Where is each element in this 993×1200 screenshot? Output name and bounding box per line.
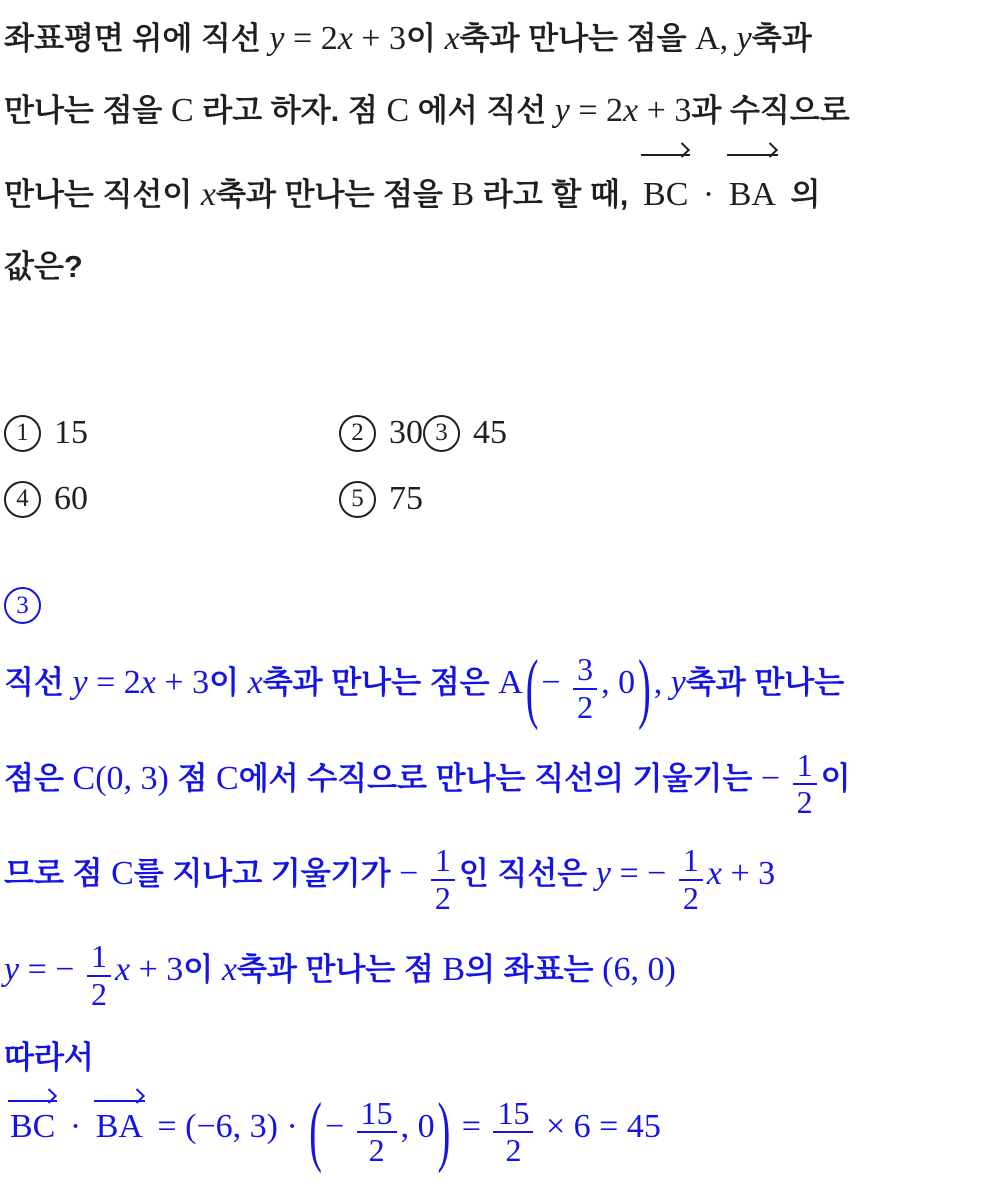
math-text: x + 3	[706, 855, 776, 893]
choice-marker: 3	[423, 415, 460, 452]
math-text: C	[216, 759, 239, 797]
korean-text: 좌표평면 위에 직선	[4, 21, 270, 56]
fraction: $\frac{1}{2}$	[431, 843, 455, 917]
choices-left-column	[4, 480, 339, 518]
choice-marker: 2	[339, 415, 376, 452]
korean-text: 에서 직선	[409, 93, 555, 128]
math-text: ·	[69, 1107, 82, 1145]
korean-text: 축과 만나는	[685, 665, 845, 701]
math-text: C(0, 3)	[72, 759, 169, 797]
problem-line	[4, 150, 991, 234]
choices-row	[4, 400, 991, 466]
korean-text: 축과 만나는 점은	[262, 665, 499, 701]
math-text: y = 2x + 3	[72, 664, 210, 702]
korean-text: 축과 만나는 점을	[459, 21, 696, 56]
choice-75	[339, 480, 423, 518]
korean-text: 점은	[4, 760, 73, 796]
big-paren: (	[525, 645, 539, 732]
solution-line	[4, 1024, 991, 1085]
math-text: x	[200, 176, 216, 213]
choices-left-column	[4, 414, 339, 452]
math-text: −	[399, 855, 419, 893]
math-text: x	[221, 951, 237, 989]
solution-line	[4, 641, 991, 737]
korean-text: 므로 점	[4, 856, 112, 892]
korean-text: 를 지나고 기울기가	[133, 856, 400, 892]
math-text: y = 2x + 3	[554, 92, 692, 129]
korean-text: 만나는 직선이	[4, 177, 201, 212]
answer-choices	[4, 400, 991, 532]
choice-marker: 5	[339, 481, 376, 518]
math-text: (6, 0)	[602, 951, 676, 989]
big-paren: )	[638, 645, 651, 732]
math-text: x	[444, 20, 460, 57]
correct-answer-marker: 3	[4, 587, 41, 624]
math-text: , y	[653, 664, 686, 702]
math-text: −	[324, 1107, 345, 1145]
math-text: y = 2x + 3	[269, 20, 406, 57]
korean-text: 의	[781, 177, 821, 212]
math-text: A	[498, 664, 523, 702]
math-text: × 6 = 45	[545, 1107, 661, 1145]
korean-text: 직선	[4, 665, 73, 701]
solution-explanation	[4, 641, 991, 1180]
choice-value: 45	[473, 414, 507, 451]
korean-text: 따라서	[4, 1039, 94, 1075]
math-text: , 0	[601, 664, 636, 702]
korean-text: 이	[405, 21, 445, 56]
korean-text: 과 수직으로	[691, 93, 850, 128]
math-text: A, y	[695, 20, 752, 57]
problem-statement	[4, 6, 991, 306]
math-text: x + 3	[114, 951, 184, 989]
math-text: = (−6, 3) ·	[157, 1107, 298, 1145]
korean-text: 축과 만나는 점을	[216, 177, 452, 212]
math-text: =	[461, 1107, 481, 1145]
korean-text: 이	[209, 665, 248, 701]
problem-line	[4, 6, 991, 78]
choice-45	[423, 414, 507, 452]
korean-text: 이	[820, 760, 851, 796]
solution-line	[4, 737, 991, 833]
vector-arrow-icon	[8, 1100, 57, 1102]
vector-ba: BA	[96, 1096, 143, 1146]
math-text: y = −	[4, 951, 75, 989]
korean-text: 이	[183, 952, 222, 988]
choice-60	[4, 480, 88, 518]
korean-text: 축과	[751, 21, 812, 56]
fraction: $\frac{1}{2}$	[87, 939, 111, 1013]
math-text: −	[541, 664, 561, 702]
vector-arrow-icon	[727, 154, 778, 156]
fraction: $\frac{15}{2}$	[357, 1096, 397, 1170]
vector-arrow-icon	[641, 154, 690, 156]
choice-30	[339, 414, 423, 452]
math-text: ·	[702, 176, 715, 213]
big-paren: (	[309, 1089, 322, 1176]
math-text: x	[247, 664, 263, 702]
korean-text: 만나는 점을	[4, 93, 171, 128]
korean-text: 에서 수직으로 만나는 직선의 기울기는	[238, 760, 761, 796]
vector-ba: BA	[729, 150, 776, 234]
choice-value: 30	[389, 414, 423, 451]
korean-text: 값은?	[4, 249, 83, 284]
problem-line	[4, 78, 991, 150]
math-text: −	[760, 759, 781, 797]
math-text: C	[111, 855, 134, 893]
math-text: C	[386, 92, 410, 129]
korean-text: 라고 할 때,	[474, 177, 638, 212]
fraction: $\frac{1}{2}$	[679, 843, 703, 917]
korean-text: 점	[168, 760, 217, 796]
choice-marker: 4	[4, 481, 41, 518]
choices-row	[4, 466, 991, 532]
choice-15	[4, 414, 88, 452]
fraction: $\frac{3}{2}$	[573, 652, 597, 726]
math-text: C	[170, 92, 194, 129]
vector-bc: BC	[10, 1096, 55, 1146]
fraction: $\frac{1}{2}$	[793, 748, 817, 822]
solution-line	[4, 832, 991, 928]
solution-line	[4, 1085, 991, 1181]
math-text: y = −	[595, 855, 667, 893]
korean-text: 축과 만나는 점	[236, 952, 443, 988]
big-paren: )	[437, 1089, 451, 1176]
answer-section	[4, 587, 991, 631]
korean-text: 의 좌표는	[465, 952, 603, 988]
choice-marker: 1	[4, 415, 41, 452]
choice-value: 75	[389, 480, 423, 517]
vector-arrow-icon	[94, 1100, 145, 1102]
choice-value: 60	[54, 480, 88, 517]
vector-bc: BC	[643, 150, 688, 234]
fraction: $\frac{15}{2}$	[493, 1096, 533, 1170]
choice-value: 15	[54, 414, 88, 451]
math-text: B	[442, 951, 466, 989]
math-text: B	[451, 176, 475, 213]
problem-line	[4, 234, 991, 306]
math-text: , 0	[400, 1107, 435, 1145]
korean-text: 인 직선은	[458, 856, 596, 892]
korean-text: 라고 하자. 점	[193, 93, 387, 128]
solution-line	[4, 928, 991, 1024]
